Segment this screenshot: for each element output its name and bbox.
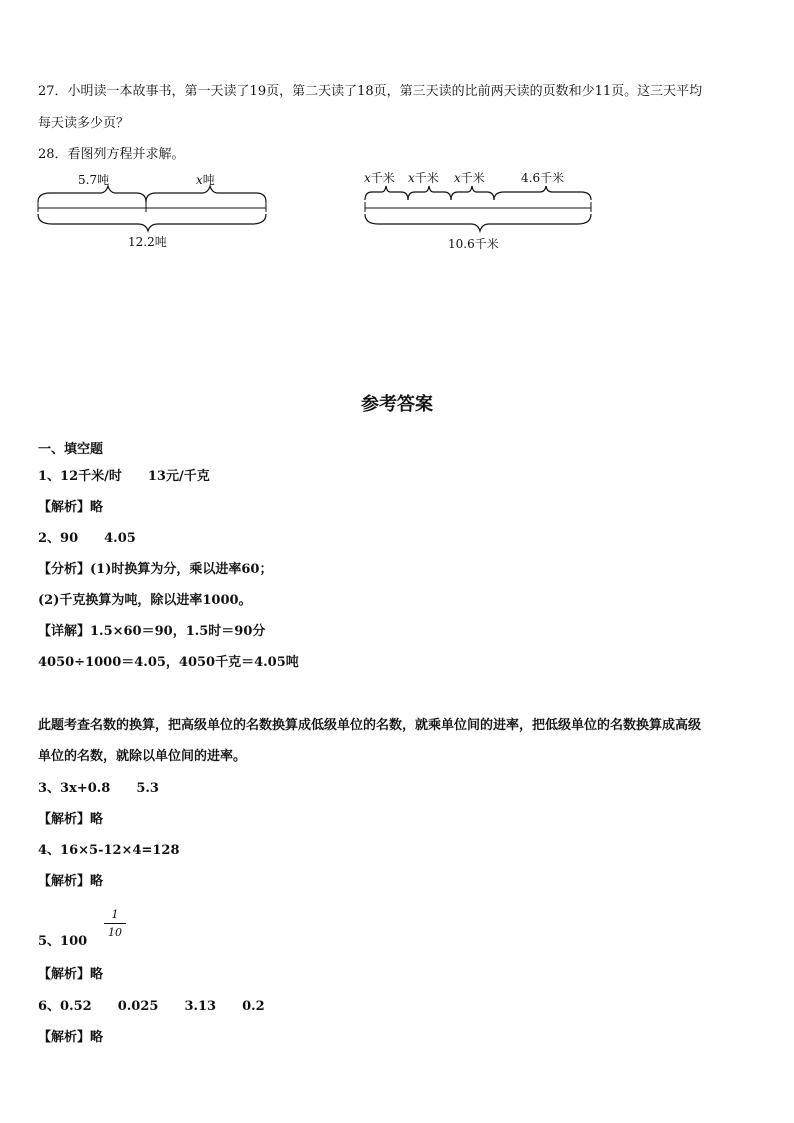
q28-text: 28．看图列方程并求解。	[38, 147, 185, 162]
answer-2-summary-2: 单位的名数，就除以单位间的进率。	[38, 749, 247, 764]
diagram2-brace2	[408, 186, 451, 200]
answer-2-detail-1: 【详解】1.5×60＝90，1.5时＝90分	[38, 624, 266, 639]
answer-5-fraction-numerator: 1	[104, 908, 126, 924]
diagram-1	[30, 168, 280, 258]
answers-title: 参考答案	[361, 394, 433, 415]
diagram1-top-right: x吨	[196, 173, 215, 187]
answer-4-note: 【解析】略	[38, 874, 104, 889]
answer-2-analysis-1: 【分析】(1)时换算为分，乘以进率60；	[38, 562, 273, 577]
section-1-heading: 一、填空题	[38, 442, 104, 457]
answer-1-note: 【解析】略	[38, 500, 104, 515]
q27-line1: 27．小明读一本故事书，第一天读了19页，第二天读了18页，第三天读的比前两天读的页数和少11页。这三天平均	[38, 84, 703, 99]
diagram2-bottom-brace	[365, 214, 591, 231]
answer-4: 4、16×5-12×4=128	[38, 843, 180, 858]
diagram-2	[356, 168, 606, 258]
diagram1-bottom-brace	[38, 214, 266, 231]
diagram1-top-brace-left	[38, 186, 146, 202]
diagram2-brace3	[451, 186, 494, 200]
diagram2-bottom-label: 10.6千米	[448, 237, 499, 251]
answer-2: 2、90 4.05	[38, 531, 136, 546]
answer-5-fraction	[104, 908, 126, 940]
answer-3: 3、3x+0.8 5.3	[38, 781, 159, 796]
diagram2-brace4	[494, 186, 591, 200]
diagram1-top-left: 5.7吨	[78, 173, 110, 187]
answer-1: 1、12千米/时 13元/千克	[38, 469, 210, 484]
answer-5-note: 【解析】略	[38, 967, 104, 982]
answer-3-note: 【解析】略	[38, 812, 104, 827]
answer-6-note: 【解析】略	[38, 1030, 104, 1045]
answer-2-analysis-2: (2)千克换算为吨，除以进率1000。	[38, 593, 252, 608]
diagram2-seg4-label: 4.6千米	[521, 171, 565, 185]
answer-2-summary-1: 此题考查名数的换算，把高级单位的名数换算成低级单位的名数，就乘单位间的进率，把低级单位的名数换算成高级	[38, 718, 702, 733]
diagram2-seg1-label: x千米	[364, 171, 395, 185]
answer-6: 6、0.52 0.025 3.13 0.2	[38, 999, 265, 1014]
answer-5: 5、100	[38, 934, 88, 949]
q27-line2: 每天读多少页？	[38, 116, 130, 131]
answer-2-detail-2: 4050÷1000＝4.05，4050千克＝4.05吨	[38, 655, 299, 670]
answer-5-fraction-denominator: 10	[108, 926, 122, 939]
diagram1-bottom-label: 12.2吨	[128, 235, 167, 249]
diagram1-top-brace-right	[146, 186, 266, 202]
diagram2-brace1	[365, 186, 408, 200]
diagram2-seg3-label: x千米	[454, 171, 485, 185]
diagram2-seg2-label: x千米	[408, 171, 439, 185]
